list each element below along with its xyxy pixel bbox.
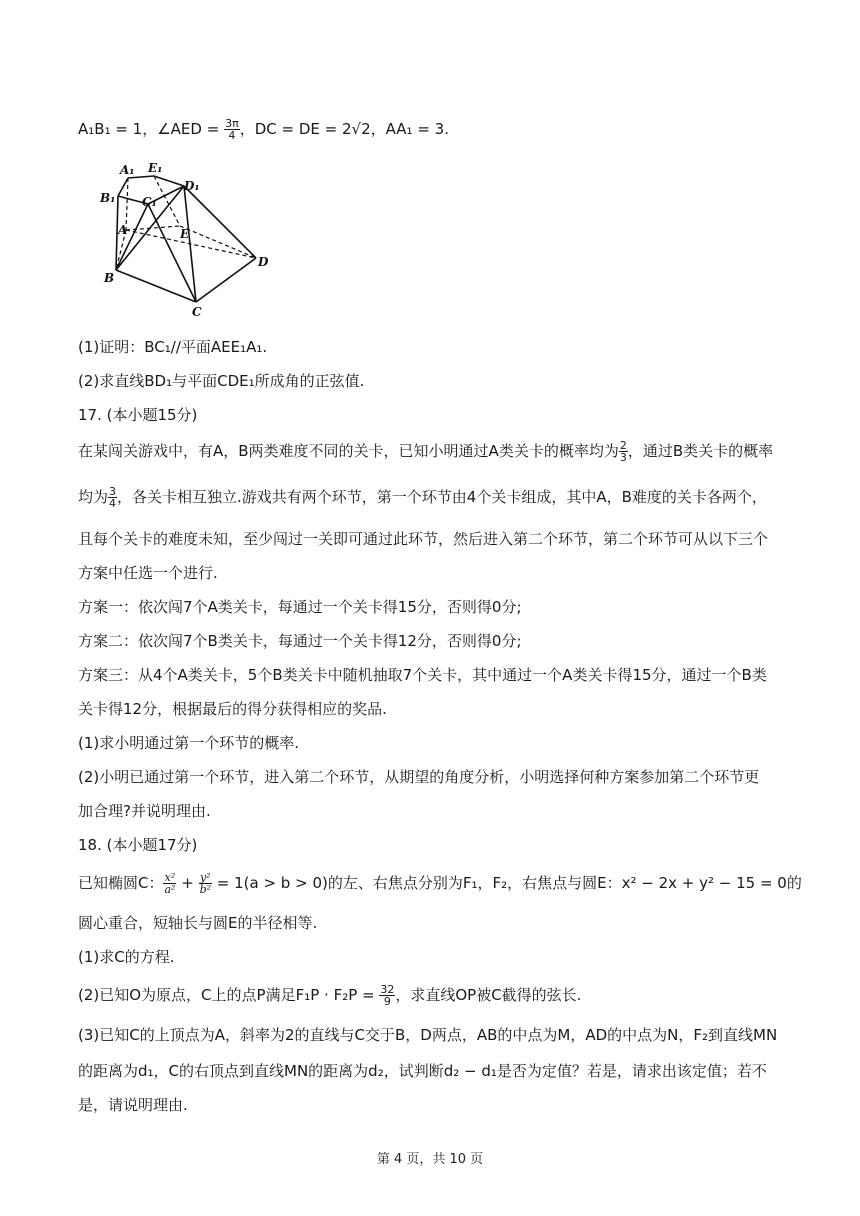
label-d: D [258,255,269,269]
edge-d1d [184,186,256,258]
page-footer: 第 4 页，共 10 页 [376,1152,484,1167]
angle-numerator: 3π [225,117,239,130]
ellipse-y-fraction [199,872,212,895]
prob-b-num: 3 [109,485,117,498]
q16-part2: (2)求直线BD₁与平面CDE₁所成角的正弦值. [78,372,365,390]
q17-plan1: 方案一：依次闯7个A类关卡，每通过一个关卡得15分，否则得0分; [78,598,522,616]
q17-line2 [78,486,767,509]
given-conditions [78,118,449,141]
edge-cd [196,258,256,302]
q17-line2-a: 均为 [78,488,109,506]
edge-b1a1 [118,178,128,196]
prob-b-fraction [108,486,117,509]
dot-product-den: 9 [383,995,391,1008]
ellipse-y-den: b² [199,883,212,896]
label-e1: E₁ [148,161,163,175]
q18-part2-b: ，求直线OP被C截得的弦长. [395,986,582,1004]
q18-heading: 18. (本小题17分) [78,836,198,854]
label-c: C [192,305,202,319]
given-part1: A₁B₁ = 1，∠AED = [78,120,225,138]
angle-denominator: 4 [228,129,236,142]
ellipse-x-num: x² [164,871,176,884]
q17-part2-line2: 加合理?并说明理由. [78,802,211,820]
q18-line1-b: = 1(a > b > 0)的左、右焦点分别为F₁，F₂，右焦点与圆E：x² − 2x + y² − 15 = 0的 [212,874,802,892]
angle-fraction [224,118,240,141]
q17-line1 [78,440,773,463]
q17-plan3-line2: 关卡得12分，根据最后的得分获得相应的奖品. [78,700,387,718]
edge-c1c [148,204,196,302]
q17-line1-b: ，通过B类关卡的概率 [627,442,774,460]
given-part2: ，DC = DE = 2√2，AA₁ = 3. [239,120,449,138]
plus-sign: + [176,874,199,892]
prob-a-fraction [619,440,628,463]
q17-plan2: 方案二：依次闯7个B类关卡，每通过一个关卡得12分，否则得0分; [78,632,522,650]
q18-part1: (1)求C的方程. [78,948,175,966]
edge-bc [116,270,196,302]
prob-b-den: 4 [109,497,117,510]
label-c1: C₁ [142,195,157,209]
q17-heading: 17. (本小题15分) [78,406,198,424]
q17-plan3-line1: 方案三：从4个A类关卡，5个B类关卡中随机抽取7个关卡，其中通过一个A类关卡得15分，通过一个B类 [78,666,767,684]
label-e: E [180,227,190,241]
q18-part3-line1: (3)已知C的上顶点为A，斜率为2的直线与C交于B，D两点，AB的中点为M，AD的中点为N，F₂到直线MN [78,1026,778,1044]
q17-line2-b: ，各关卡相互独立.游戏共有两个环节，第一个环节由4个关卡组成，其中A，B难度的关卡各两个， [117,488,767,506]
q16-part1: (1)证明：BC₁//平面AEE₁A₁. [78,338,268,356]
label-d1: D₁ [184,179,200,193]
ellipse-x-fraction [163,872,176,895]
dot-product-fraction [379,984,395,1007]
prob-a-num: 2 [619,439,627,452]
polyhedron-figure [96,160,276,320]
q17-line3: 且每个关卡的难度未知，至少闯过一关即可通过此环节，然后进入第二个环节，第二个环节可从以下三个 [78,530,769,548]
prob-a-den: 3 [619,451,627,464]
q17-part1: (1)求小明通过第一个环节的概率. [78,734,300,752]
label-a1: A₁ [120,163,135,177]
q18-line1 [78,872,802,895]
label-b: B [104,271,115,285]
q18-part3-line2: 的距离为d₁，C的右顶点到直线MN的距离为d₂，试判断d₂ − d₁是否为定值？若是，请求出该定值；若不 [78,1062,767,1080]
ellipse-y-num: y² [199,871,211,884]
q18-part2-a: (2)已知O为原点，C上的点P满足F₁P · F₂P = [78,986,380,1004]
q18-line2: 圆心重合，短轴长与圆E的半径相等. [78,914,318,932]
label-b1: B₁ [100,191,116,205]
ellipse-x-den: a² [164,883,176,896]
q18-part3-line3: 是，请说明理由. [78,1096,188,1114]
q18-line1-a: 已知椭圆C： [78,874,164,892]
hidden-edge-ae [126,226,180,230]
q17-line4: 方案中任选一个进行. [78,564,218,582]
q17-part2-line1: (2)小明已通过第一个环节，进入第二个环节，从期望的角度分析，小明选择何种方案参加第二个环节更 [78,768,760,786]
q18-part2 [78,984,581,1007]
dot-product-num: 32 [380,983,395,996]
label-a: A [118,223,128,237]
q17-line1-a: 在某闯关游戏中，有A，B两类难度不同的关卡，已知小明通过A类关卡的概率均为 [78,442,619,460]
